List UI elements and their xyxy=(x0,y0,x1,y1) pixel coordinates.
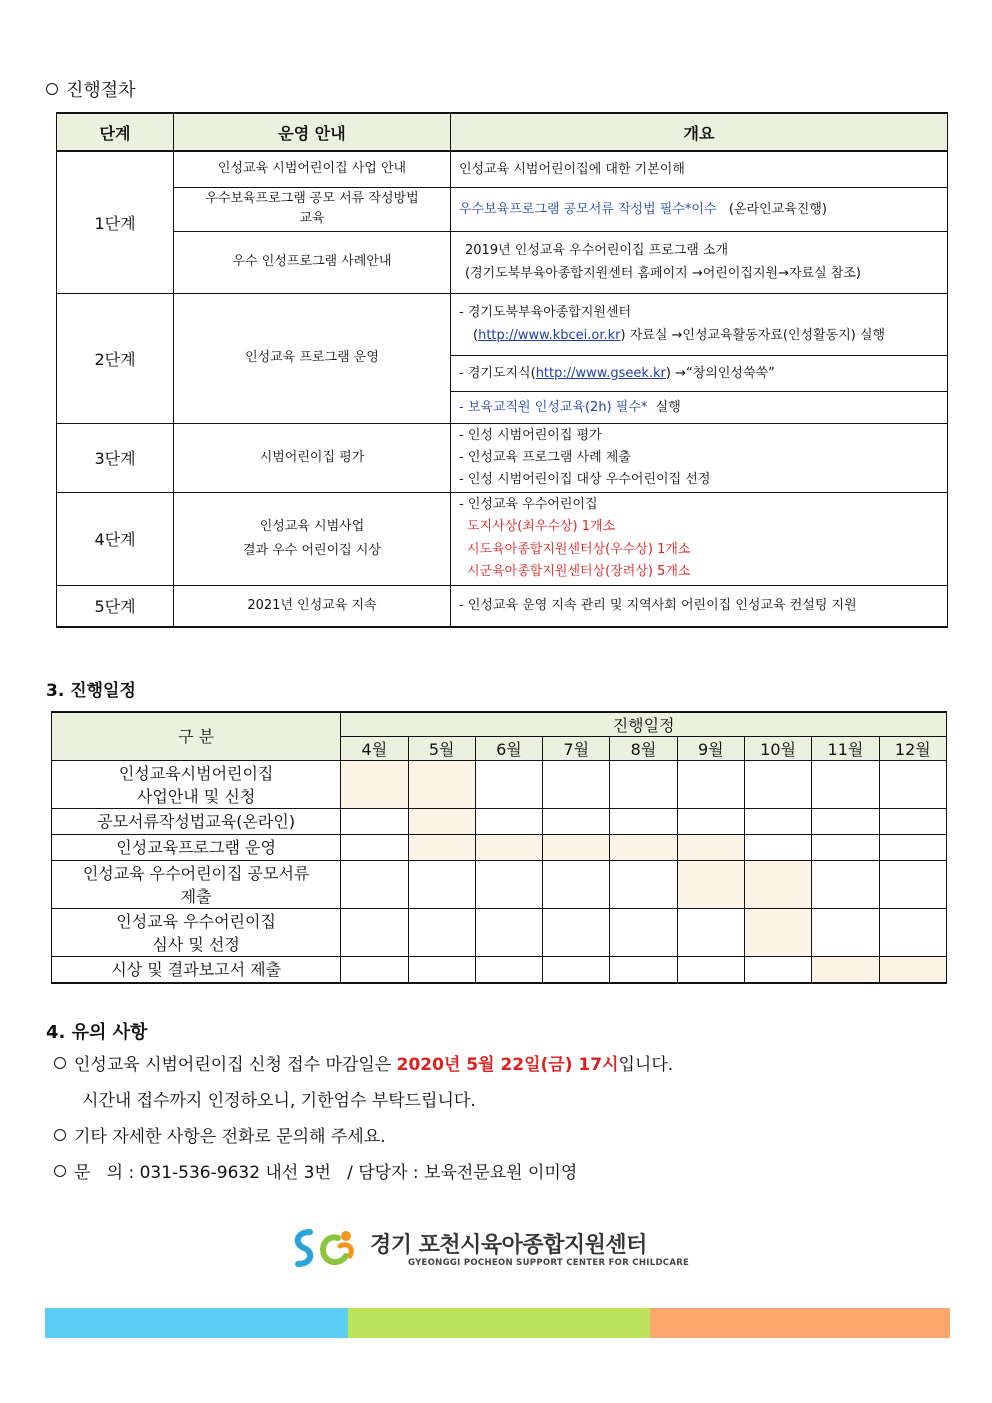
schedule-cell xyxy=(744,761,811,809)
table-row xyxy=(57,187,948,231)
schedule-cell xyxy=(744,835,811,861)
schedule-cell xyxy=(543,809,610,835)
schedule-cell-active xyxy=(543,835,610,861)
schedule-cell xyxy=(677,909,744,957)
award-item: 도지사상(최우수상) 1개소 xyxy=(467,519,616,534)
procedure-section-title xyxy=(46,76,136,102)
circle-bullet-icon xyxy=(54,1165,66,1177)
schedule-row-label-line1: 인성교육 우수어린이집 xyxy=(116,911,276,931)
schedule-cell-active xyxy=(341,761,408,809)
schedule-section-title: 3. 진행일정 xyxy=(46,681,136,701)
table-row xyxy=(57,585,948,627)
schedule-cell xyxy=(408,909,475,957)
schedule-cell-active xyxy=(610,835,677,861)
stage2-item-3-required: - 보육교직원 인성교육(2h) 필수* xyxy=(459,399,648,415)
table-row xyxy=(52,809,947,835)
schedule-cell xyxy=(543,909,610,957)
table-row xyxy=(57,231,948,293)
schedule-cell xyxy=(341,809,408,835)
schedule-cell-active xyxy=(475,835,542,861)
schedule-cell xyxy=(812,861,879,909)
month-header: 5월 xyxy=(408,737,475,761)
schedule-cell xyxy=(341,835,408,861)
schedule-cell xyxy=(879,909,946,957)
procedure-header-row xyxy=(57,113,948,151)
stage2-item-1 xyxy=(451,293,948,355)
schedule-group-header: 진행일정 xyxy=(341,712,947,737)
schedule-cell xyxy=(475,761,542,809)
stage1-desc-3 xyxy=(451,231,948,293)
schedule-row-label xyxy=(52,761,341,809)
stage1-guide-2-line1: 우수보육프로그램 공모 서류 작성방법 xyxy=(205,191,419,206)
stage1-guide-2 xyxy=(174,187,451,231)
stage2-item-1-line1: - 경기도북부육아종합지원센터 xyxy=(459,305,632,320)
schedule-cell-active xyxy=(744,861,811,909)
stage3-guide: 시범어린이집 평가 xyxy=(174,423,451,492)
schedule-cell xyxy=(812,909,879,957)
schedule-cell-active xyxy=(879,957,946,983)
stage1-desc-1: 인성교육 시범어린이집에 대한 기본이해 xyxy=(451,151,948,187)
stage1-guide-2-line2: 교육 xyxy=(299,211,325,226)
schedule-header-row xyxy=(52,712,947,737)
stage2-item-1-rest: ) 자료실 →인성교육활동자료(인성활동지) 실행 xyxy=(620,328,886,343)
schedule-row-label xyxy=(52,861,341,909)
stage4-desc xyxy=(451,492,948,585)
stage5-guide: 2021년 인성교육 지속 xyxy=(174,585,451,627)
stage5-desc: - 인성교육 운영 지속 관리 및 지역사회 어린이집 인성교육 컨설팅 지원 xyxy=(451,585,948,627)
stage3-item: - 인성교육 프로그램 사례 제출 xyxy=(459,449,631,465)
stage2-item-1-line2: (http://www.kbcei.or.kr) 자료실 →인성교육활동자료(인성활동지) 실행 xyxy=(473,328,886,343)
schedule-row-label xyxy=(52,809,341,835)
schedule-cell xyxy=(610,809,677,835)
schedule-row-label xyxy=(52,909,341,957)
table-row xyxy=(57,293,948,355)
schedule-row-label-line1: 인성교육 우수어린이집 공모서류 xyxy=(82,863,310,883)
note-deadline-detail: 시간내 접수까지 인정하오니, 기한엄수 부탁드립니다. xyxy=(82,1091,476,1111)
table-row xyxy=(52,761,947,809)
month-header: 11월 xyxy=(812,737,879,761)
schedule-table xyxy=(51,711,947,984)
schedule-row-label-line1: 공모서류작성법교육(온라인) xyxy=(97,812,296,831)
schedule-col-header: 구 분 xyxy=(52,712,341,761)
center-name-en: GYEONGGI POCHEON SUPPORT CENTER FOR CHILDCARE xyxy=(408,1258,690,1268)
stage1-label: 1단계 xyxy=(57,151,174,293)
circle-bullet-icon xyxy=(46,83,58,95)
schedule-cell-active xyxy=(408,835,475,861)
schedule-cell xyxy=(341,957,408,983)
schedule-cell xyxy=(812,835,879,861)
stage5-label: 5단계 xyxy=(57,585,174,627)
schedule-cell xyxy=(341,861,408,909)
note-inquiry xyxy=(54,1158,577,1183)
stage1-guide-3: 우수 인성프로그램 사례안내 xyxy=(174,231,451,293)
schedule-row-label-line2: 사업안내 및 신청 xyxy=(136,786,256,806)
procedure-table xyxy=(56,112,948,628)
month-header: 6월 xyxy=(475,737,542,761)
procedure-header-desc: 개요 xyxy=(451,113,948,151)
center-logo xyxy=(288,1222,358,1274)
month-header: 8월 xyxy=(610,737,677,761)
procedure-header-guide: 운영 안내 xyxy=(174,113,451,151)
schedule-cell-active xyxy=(677,835,744,861)
month-header: 12월 xyxy=(879,737,946,761)
schedule-cell xyxy=(475,957,542,983)
schedule-cell xyxy=(744,809,811,835)
footer-bar-green xyxy=(348,1308,650,1338)
procedure-title-text: 진행절차 xyxy=(66,80,136,101)
stage4-guide xyxy=(174,492,451,585)
schedule-cell-active xyxy=(744,909,811,957)
stage2-item-2 xyxy=(451,355,948,391)
stage1-desc-3-line1: 2019년 인성교육 우수어린이집 프로그램 소개 xyxy=(465,243,729,258)
schedule-cell xyxy=(610,957,677,983)
schedule-row-label-line1: 인성교육시범어린이집 xyxy=(118,763,274,783)
schedule-cell xyxy=(610,761,677,809)
stage1-guide-1: 인성교육 시범어린이집 사업 안내 xyxy=(174,151,451,187)
schedule-cell xyxy=(341,909,408,957)
schedule-cell xyxy=(543,957,610,983)
stage2-item-3 xyxy=(451,391,948,423)
schedule-row-label-line2: 제출 xyxy=(180,886,212,906)
schedule-cell xyxy=(610,909,677,957)
table-row xyxy=(57,492,948,585)
schedule-row-label-line2: 심사 및 선정 xyxy=(152,934,240,954)
circle-bullet-icon xyxy=(54,1129,66,1141)
note-deadline-date: 2020년 5월 22일(금) 17시 xyxy=(396,1055,619,1075)
schedule-cell xyxy=(475,909,542,957)
schedule-cell xyxy=(543,761,610,809)
table-row xyxy=(52,957,947,983)
notes-section-title: 4. 유의 사항 xyxy=(46,1022,148,1043)
stage3-item: - 인성 시범어린이집 평가 xyxy=(459,427,602,443)
stage1-desc-2-required: 우수보육프로그램 공모서류 작성법 필수*이수 xyxy=(459,201,717,217)
schedule-row-label-line1: 인성교육프로그램 운영 xyxy=(116,838,276,857)
schedule-cell xyxy=(879,835,946,861)
schedule-cell xyxy=(812,809,879,835)
footer-bar-blue xyxy=(45,1308,348,1338)
month-header: 10월 xyxy=(744,737,811,761)
gseek-link[interactable]: http://www.gseek.kr xyxy=(535,365,666,381)
stage2-label: 2단계 xyxy=(57,293,174,423)
schedule-row-label xyxy=(52,957,341,983)
award-item: 시군육아종합지원센터상(장려상) 5개소 xyxy=(467,564,691,579)
schedule-cell xyxy=(812,761,879,809)
stage4-item-head: - 인성교육 우수어린이집 xyxy=(459,496,598,512)
schedule-cell xyxy=(408,861,475,909)
table-row xyxy=(52,835,947,861)
circle-bullet-icon xyxy=(54,1057,66,1069)
schedule-row-label-line1: 시상 및 결과보고서 제출 xyxy=(111,959,282,979)
stage3-desc xyxy=(451,423,948,492)
center-logo-icon xyxy=(288,1222,358,1274)
stage1-desc-3-line2: (경기도북부육아종합지원센터 홈페이지 →어린이집지원→자료실 참조) xyxy=(465,266,861,281)
stage2-guide: 인성교육 프로그램 운영 xyxy=(174,293,451,423)
schedule-cell xyxy=(677,761,744,809)
schedule-cell-active xyxy=(408,809,475,835)
month-header: 4월 xyxy=(341,737,408,761)
schedule-cell xyxy=(677,957,744,983)
schedule-cell xyxy=(677,809,744,835)
schedule-cell-active xyxy=(812,957,879,983)
stage2-item-2-prefix: - 경기도지식( xyxy=(459,365,536,381)
table-row xyxy=(52,861,947,909)
table-row xyxy=(57,151,948,187)
schedule-cell xyxy=(408,957,475,983)
stage3-item: - 인성 시범어린이집 대상 우수어린이집 선정 xyxy=(459,471,711,487)
stage4-guide-line1: 인성교육 시범사업 xyxy=(259,518,365,534)
stage4-guide-line2: 결과 우수 어린이집 시상 xyxy=(243,542,381,558)
schedule-cell xyxy=(744,957,811,983)
stage2-item-2-rest: ) →“창의인성쑥쑥” xyxy=(665,365,775,381)
stage4-label: 4단계 xyxy=(57,492,174,585)
note-inquiry-text: 문 의 : 031-536-9632 내선 3번 / 담당자 : 보육전문요원 이미영 xyxy=(74,1163,578,1183)
schedule-cell-active xyxy=(677,861,744,909)
month-header: 9월 xyxy=(677,737,744,761)
procedure-header-stage: 단계 xyxy=(57,113,174,151)
schedule-cell xyxy=(475,809,542,835)
note-contact-text: 기타 자세한 사항은 전화로 문의해 주세요. xyxy=(74,1127,386,1147)
schedule-row-label xyxy=(52,835,341,861)
note-deadline xyxy=(54,1050,673,1075)
award-item: 시도육아종합지원센터상(우수상) 1개소 xyxy=(467,541,691,557)
table-row xyxy=(52,909,947,957)
schedule-cell xyxy=(879,861,946,909)
schedule-cell xyxy=(879,761,946,809)
schedule-cell xyxy=(475,861,542,909)
note-deadline-pre: 인성교육 시범어린이집 신청 접수 마감일은 xyxy=(74,1055,397,1075)
schedule-cell xyxy=(879,809,946,835)
stage1-desc-2-online: (온라인교육진행) xyxy=(728,201,827,217)
schedule-cell xyxy=(610,861,677,909)
table-row xyxy=(57,423,948,492)
footer-bar-orange xyxy=(650,1308,950,1338)
center-name-kr: 경기 포천시육아종합지원센터 xyxy=(370,1233,647,1258)
month-header: 7월 xyxy=(543,737,610,761)
schedule-cell xyxy=(543,861,610,909)
stage3-label: 3단계 xyxy=(57,423,174,492)
note-deadline-post: 입니다. xyxy=(618,1055,674,1075)
stage2-item-3-rest: 실행 xyxy=(655,399,681,415)
schedule-cell-active xyxy=(408,761,475,809)
stage1-desc-2 xyxy=(451,187,948,231)
kbcei-link[interactable]: http://www.kbcei.or.kr xyxy=(478,328,621,343)
note-contact-info xyxy=(54,1122,386,1147)
